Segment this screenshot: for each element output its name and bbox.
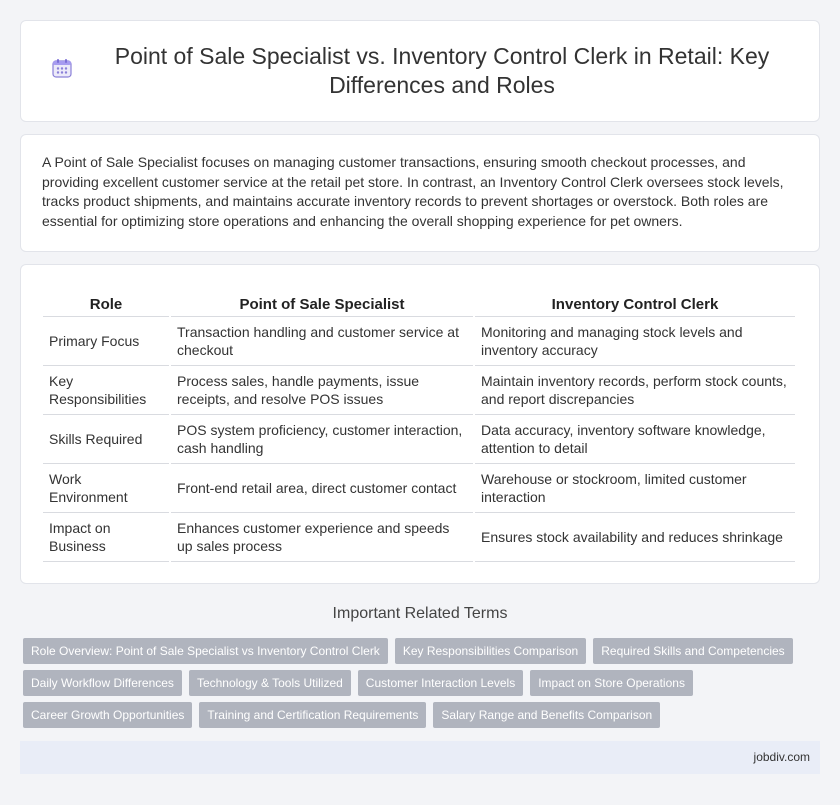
- table-cell-pos: Transaction handling and customer service at checkout: [171, 317, 473, 366]
- table-header-row: [43, 295, 795, 317]
- header-inner: [51, 42, 789, 100]
- intro-card: [20, 134, 820, 252]
- footer: [20, 741, 820, 774]
- calendar-icon: [51, 57, 73, 79]
- table-cell-role: Skills Required: [43, 415, 169, 464]
- table-cell-inventory: Maintain inventory records, perform stock counts, and report discrepancies: [475, 366, 795, 415]
- header-card: [20, 20, 820, 122]
- footer-site-link[interactable]: jobdiv.com: [753, 750, 810, 764]
- table-row: [43, 415, 795, 464]
- column-header-inventory: Inventory Control Clerk: [475, 295, 795, 317]
- column-header-pos: Point of Sale Specialist: [171, 295, 473, 317]
- related-term-tag[interactable]: Technology & Tools Utilized: [189, 670, 351, 696]
- table-cell-pos: Process sales, handle payments, issue receipts, and resolve POS issues: [171, 366, 473, 415]
- related-term-tag[interactable]: Customer Interaction Levels: [358, 670, 523, 696]
- related-term-tag[interactable]: Training and Certification Requirements: [199, 702, 426, 728]
- table-cell-pos: Front-end retail area, direct customer contact: [171, 464, 473, 513]
- comparison-table: [41, 295, 797, 562]
- table-cell-pos: POS system proficiency, customer interaction, cash handling: [171, 415, 473, 464]
- comparison-card: [20, 264, 820, 584]
- table-cell-role: Work Environment: [43, 464, 169, 513]
- related-term-tag[interactable]: Daily Workflow Differences: [23, 670, 182, 696]
- related-terms-list: [23, 638, 819, 734]
- intro-paragraph: A Point of Sale Specialist focuses on managing customer transactions, ensuring smooth checkout processes, and providing excellent customer service at the retail pet store. In contrast, an Inventory Control Clerk oversees stock levels, tracks product shipments, and maintains accurate inventory records to prevent shortages or overstock. Both roles are essential for optimizing store operations and enhancing the overall shopping experience for pet owners.: [42, 154, 784, 229]
- table-row: [43, 366, 795, 415]
- table-row: [43, 464, 795, 513]
- table-cell-inventory: Ensures stock availability and reduces shrinkage: [475, 513, 795, 562]
- table-cell-inventory: Warehouse or stockroom, limited customer interaction: [475, 464, 795, 513]
- page-title: Point of Sale Specialist vs. Inventory Control Clerk in Retail: Key Differences and Roles: [114, 43, 770, 98]
- table-cell-role: Impact on Business: [43, 513, 169, 562]
- table-cell-inventory: Data accuracy, inventory software knowledge, attention to detail: [475, 415, 795, 464]
- table-row: [43, 317, 795, 366]
- related-term-tag[interactable]: Impact on Store Operations: [530, 670, 693, 696]
- column-header-role: Role: [43, 295, 169, 317]
- table-row: [43, 513, 795, 562]
- table-cell-pos: Enhances customer experience and speeds up sales process: [171, 513, 473, 562]
- related-terms-title: Important Related Terms: [332, 605, 508, 622]
- related-term-tag[interactable]: Role Overview: Point of Sale Specialist vs Inventory Control Clerk: [23, 638, 388, 664]
- table-cell-role: Primary Focus: [43, 317, 169, 366]
- table-cell-role: Key Responsibilities: [43, 366, 169, 415]
- related-term-tag[interactable]: Career Growth Opportunities: [23, 702, 192, 728]
- table-cell-inventory: Monitoring and managing stock levels and inventory accuracy: [475, 317, 795, 366]
- related-term-tag[interactable]: Key Responsibilities Comparison: [395, 638, 586, 664]
- related-term-tag[interactable]: Salary Range and Benefits Comparison: [433, 702, 660, 728]
- related-term-tag[interactable]: Required Skills and Competencies: [593, 638, 792, 664]
